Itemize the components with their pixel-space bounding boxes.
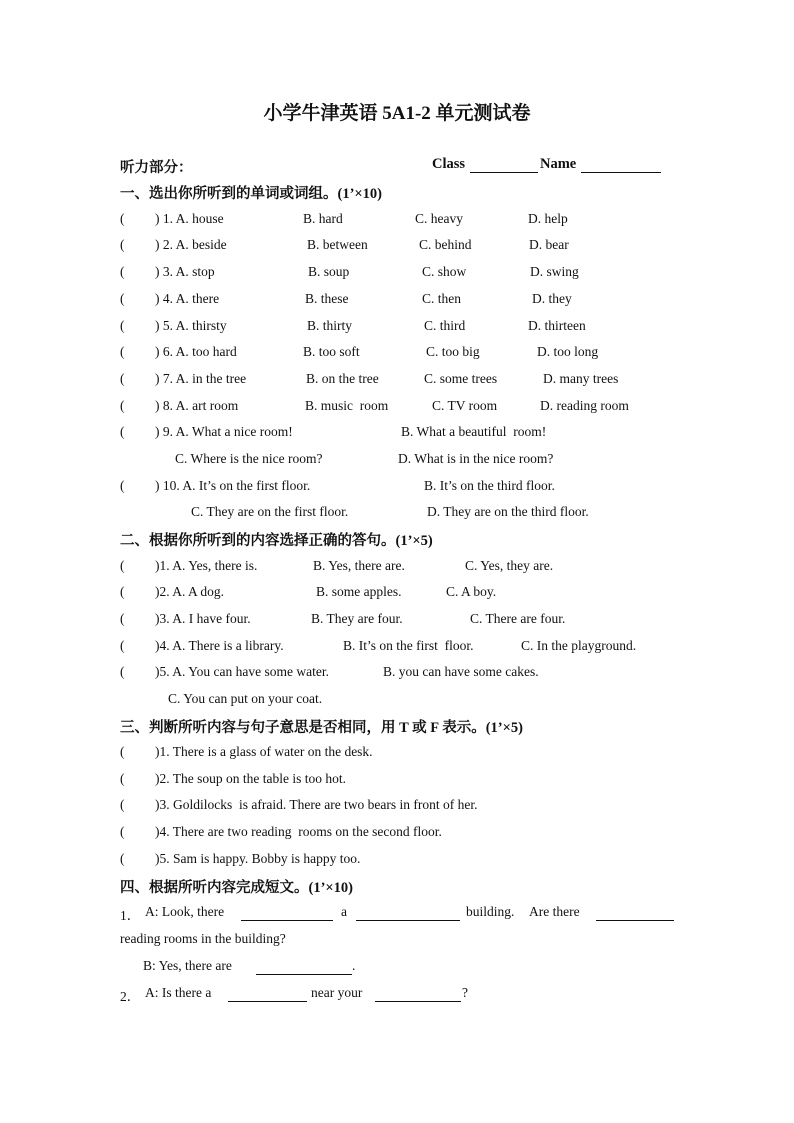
- s1-item8-d: D. reading room: [540, 398, 629, 413]
- s1-item3-d: D. swing: [530, 264, 579, 279]
- paren-open: (: [120, 344, 125, 359]
- paren-open: (: [120, 398, 125, 413]
- s1-item4-c: C. then: [422, 291, 461, 306]
- s1-item2-c: C. behind: [419, 237, 472, 252]
- q2-number: 2．: [120, 989, 141, 1004]
- s2-item4-b: B. It’s on the first floor.: [343, 638, 474, 653]
- s1-item1-d: D. help: [528, 211, 568, 226]
- q2-text-a3: ?: [462, 985, 468, 1000]
- s1-item3-b: B. soup: [308, 264, 350, 279]
- q1-blank-3[interactable]: [596, 908, 674, 926]
- paren-open: (: [120, 211, 125, 226]
- s1-item2-a: ) 2. A. beside: [155, 237, 227, 252]
- s1-item6-a: ) 6. A. too hard: [155, 344, 237, 359]
- paren-open: (: [120, 237, 125, 252]
- q1-blank-1[interactable]: [241, 908, 333, 926]
- s1-item10-c: C. They are on the first floor.: [191, 504, 349, 519]
- s1-item6-c: C. too big: [426, 344, 480, 359]
- s2-item4-c: C. In the playground.: [521, 638, 637, 653]
- s1-item7-a: ) 7. A. in the tree: [155, 371, 247, 386]
- paren-open: (: [120, 611, 125, 626]
- paren-open: (: [120, 851, 125, 866]
- s3-item1: )1. There is a glass of water on the desk.: [155, 744, 373, 759]
- s3-item2: )2. The soup on the table is too hot.: [155, 771, 346, 786]
- q2-text-a1: A: Is there a: [145, 985, 212, 1000]
- q1-continuation: reading rooms in the building?: [120, 931, 286, 946]
- s1-item9-c: C. Where is the nice room?: [175, 451, 323, 466]
- section3-heading: 三、判断所听内容与句子意思是否相同，用 T 或 F 表示。(1’×5): [120, 720, 523, 736]
- q1-text-a1: A: Look, there: [145, 904, 225, 919]
- s1-item1-a: ) 1. A. house: [155, 211, 224, 226]
- s1-item7-b: B. on the tree: [306, 371, 379, 386]
- paren-open: (: [120, 824, 125, 839]
- s1-item10-a: ) 10. A. It’s on the first floor.: [155, 478, 311, 493]
- class-label: Class: [432, 156, 466, 172]
- page-title: 小学牛津英语 5A1-2 单元测试卷: [263, 103, 531, 124]
- s3-item5: )5. Sam is happy. Bobby is happy too.: [155, 851, 361, 866]
- s2-item3-c: C. There are four.: [470, 611, 566, 626]
- paren-open: (: [120, 664, 125, 679]
- s1-item7-c: C. some trees: [424, 371, 498, 386]
- s1-item2-d: D. bear: [529, 237, 569, 252]
- q1-text-b2: .: [352, 958, 356, 973]
- paren-open: (: [120, 771, 125, 786]
- paren-open: (: [120, 318, 125, 333]
- name-label: Name: [540, 156, 577, 172]
- q2-blank-2[interactable]: [375, 989, 461, 1007]
- s1-item4-a: ) 4. A. there: [155, 291, 220, 306]
- paren-open: (: [120, 584, 125, 599]
- s1-item10-b: B. It’s on the third floor.: [424, 478, 555, 493]
- s1-item8-c: C. TV room: [432, 398, 498, 413]
- s1-item9-d: D. What is in the nice room?: [398, 451, 554, 466]
- paren-open: (: [120, 797, 125, 812]
- q2-text-a2: near your: [311, 985, 363, 1000]
- paren-open: (: [120, 424, 125, 439]
- s1-item7-d: D. many trees: [543, 371, 619, 386]
- q2-blank-1[interactable]: [228, 989, 307, 1007]
- s1-item9-b: B. What a beautiful room!: [401, 424, 547, 439]
- s1-item6-d: D. too long: [537, 344, 599, 359]
- s2-item4-a: )4. A. There is a library.: [155, 638, 284, 653]
- paren-open: (: [120, 558, 125, 573]
- s3-item3: )3. Goldilocks is afraid. There are two bears in front of her.: [155, 797, 478, 812]
- s1-item1-c: C. heavy: [415, 211, 463, 226]
- s2-item5-a: )5. A. You can have some water.: [155, 664, 329, 679]
- section2-heading: 二、根据你所听到的内容选择正确的答句。(1’×5): [120, 533, 433, 549]
- name-blank[interactable]: [581, 160, 661, 178]
- s1-item6-b: B. too soft: [303, 344, 360, 359]
- s1-item10-d: D. They are on the third floor.: [427, 504, 589, 519]
- s1-item5-b: B. thirty: [307, 318, 353, 333]
- s1-item5-d: D. thirteen: [528, 318, 586, 333]
- section1-heading: 一、选出你所听到的单词或词组。(1’×10): [120, 186, 382, 202]
- s2-item1-c: C. Yes, they are.: [465, 558, 554, 573]
- q1-text-a4: Are there: [529, 904, 580, 919]
- q1-text-b1: B: Yes, there are: [143, 958, 232, 973]
- s1-item8-b: B. music room: [305, 398, 389, 413]
- s2-item1-b: B. Yes, there are.: [313, 558, 405, 573]
- paren-open: (: [120, 744, 125, 759]
- s1-item3-c: C. show: [422, 264, 467, 279]
- s2-item1-a: )1. A. Yes, there is.: [155, 558, 258, 573]
- paren-open: (: [120, 291, 125, 306]
- s2-item5-c: C. You can put on your coat.: [168, 691, 323, 706]
- paren-open: (: [120, 371, 125, 386]
- listening-label: 听力部分：: [120, 160, 193, 176]
- s2-item3-a: )3. A. I have four.: [155, 611, 251, 626]
- s1-item4-b: B. these: [305, 291, 349, 306]
- s1-item4-d: D. they: [532, 291, 572, 306]
- paren-open: (: [120, 638, 125, 653]
- s1-item1-b: B. hard: [303, 211, 343, 226]
- s1-item5-a: ) 5. A. thirsty: [155, 318, 227, 333]
- s1-item5-c: C. third: [424, 318, 466, 333]
- s2-item5-b: B. you can have some cakes.: [383, 664, 539, 679]
- q1-text-a2: a: [341, 904, 347, 919]
- s2-item2-c: C. A boy.: [446, 584, 497, 599]
- q1-blank-2[interactable]: [356, 908, 460, 926]
- s2-item2-b: B. some apples.: [316, 584, 402, 599]
- s1-item8-a: ) 8. A. art room: [155, 398, 239, 413]
- q1-text-a3: building.: [466, 904, 515, 919]
- s1-item2-b: B. between: [307, 237, 368, 252]
- s2-item2-a: )2. A. A dog.: [155, 584, 225, 599]
- q1-blank-4[interactable]: [256, 962, 352, 980]
- s1-item9-a: ) 9. A. What a nice room!: [155, 424, 293, 439]
- paren-open: (: [120, 264, 125, 279]
- section4-heading: 四、根据所听内容完成短文。(1’×10): [120, 880, 353, 896]
- paren-open: (: [120, 478, 125, 493]
- q1-number: 1．: [120, 908, 141, 923]
- s3-item4: )4. There are two reading rooms on the second floor.: [155, 824, 442, 839]
- s1-item3-a: ) 3. A. stop: [155, 264, 215, 279]
- s2-item3-b: B. They are four.: [311, 611, 403, 626]
- class-blank[interactable]: [470, 160, 538, 178]
